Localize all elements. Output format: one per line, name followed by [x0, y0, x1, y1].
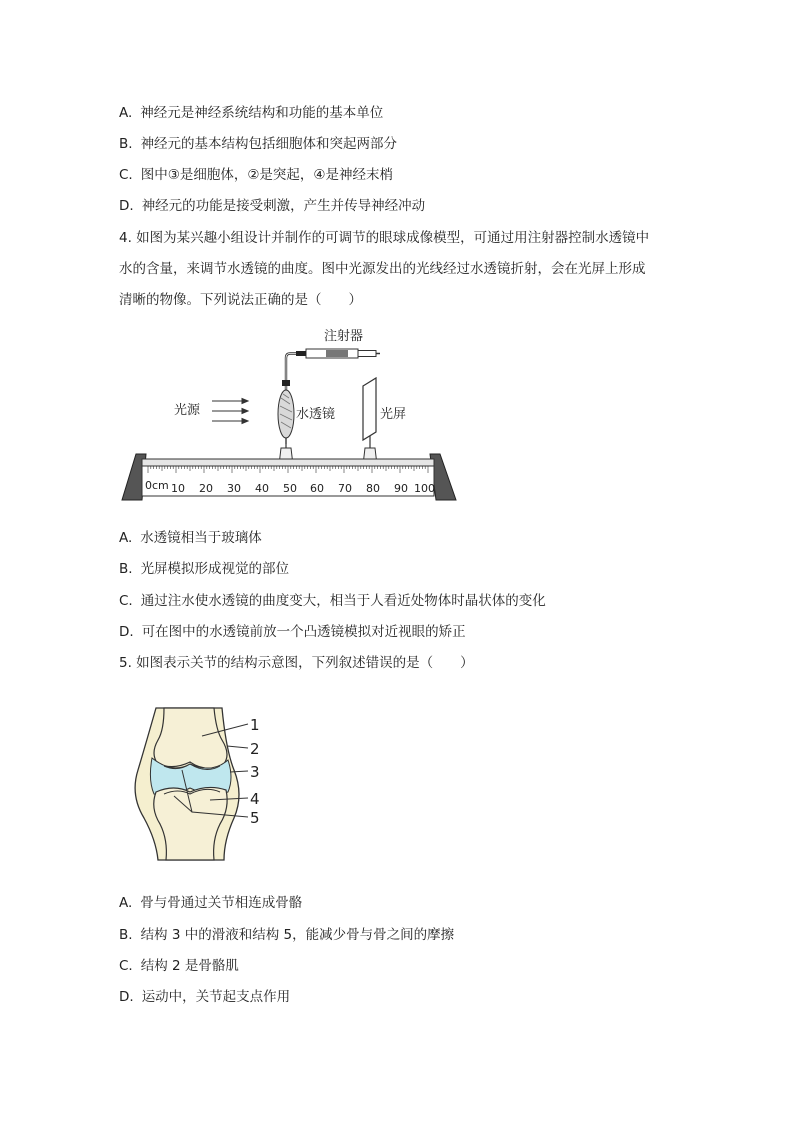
q3-option-b: B. 神经元的基本结构包括细胞体和突起两部分 [119, 136, 398, 152]
q5-option-c: C. 结构 2 是骨骼肌 [119, 958, 239, 974]
light-screen [363, 378, 377, 465]
lens-label: 水透镜 [296, 407, 336, 422]
label-1: 1 [250, 716, 260, 734]
syringe-label: 注射器 [324, 329, 364, 344]
water-lens [278, 390, 294, 465]
light-rays [212, 399, 248, 424]
tick-label: 100 [414, 482, 435, 495]
q5-option-a: A. 骨与骨通过关节相连成骨骼 [119, 895, 303, 911]
tick-label: 40 [255, 482, 269, 495]
eye-model-figure [118, 322, 458, 507]
label-2: 2 [250, 740, 260, 758]
q3-option-a: A. 神经元是神经系统结构和功能的基本单位 [119, 105, 384, 121]
tick-label: 90 [394, 482, 408, 495]
q4-option-d: D. 可在图中的水透镜前放一个凸透镜模拟对近视眼的矫正 [119, 624, 466, 640]
tick-label: 80 [366, 482, 380, 495]
q4-option-c: C. 通过注水使水透镜的曲度变大，相当于人看近处物体时晶状体的变化 [119, 593, 546, 609]
light-source-label: 光源 [174, 403, 201, 418]
q4-stem-line-1: 4. 如图为某兴趣小组设计并制作的可调节的眼球成像模型，可通过用注射器控制水透镜中 [119, 230, 650, 246]
q5-option-b: B. 结构 3 中的滑液和结构 5，能减少骨与骨之间的摩擦 [119, 927, 455, 943]
label-4: 4 [250, 790, 260, 808]
tick-label: 60 [310, 482, 324, 495]
q4-stem-line-2: 水的含量，来调节水透镜的曲度。图中光源发出的光线经过水透镜折射，会在光屏上形成 [119, 261, 646, 277]
q5-option-d: D. 运动中，关节起支点作用 [119, 989, 291, 1005]
tick-label: 10 [171, 482, 185, 495]
q3-option-d: D. 神经元的功能是接受刺激，产生并传导神经冲动 [119, 198, 426, 214]
tick-label: 70 [338, 482, 352, 495]
syringe-icon [296, 349, 380, 358]
q4-option-b: B. 光屏模拟形成视觉的部位 [119, 561, 290, 577]
tick-label: 30 [227, 482, 241, 495]
tick-label: 0cm [145, 479, 169, 492]
q4-stem-line-3: 清晰的物像。下列说法正确的是（ ） [119, 292, 362, 308]
tick-label: 20 [199, 482, 213, 495]
screen-label: 光屏 [380, 407, 407, 422]
q4-option-a: A. 水透镜相当于玻璃体 [119, 530, 262, 546]
label-5: 5 [250, 809, 260, 827]
q5-stem: 5. 如图表示关节的结构示意图，下列叙述错误的是（ ） [119, 655, 474, 671]
joint-figure [130, 700, 280, 865]
tick-label: 50 [283, 482, 297, 495]
q3-option-c: C. 图中③是细胞体，②是突起，④是神经末梢 [119, 167, 394, 183]
label-3: 3 [250, 763, 260, 781]
